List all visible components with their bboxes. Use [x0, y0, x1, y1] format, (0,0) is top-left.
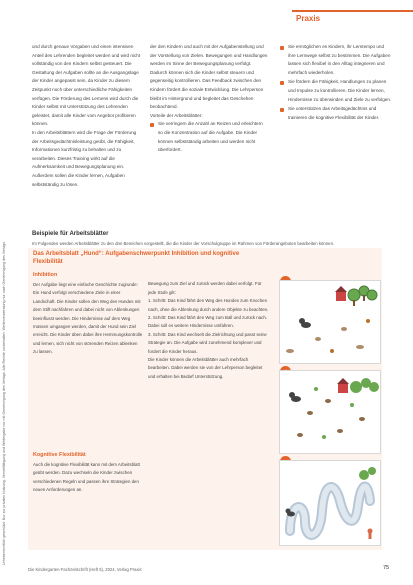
section-label: Praxis: [296, 14, 321, 23]
examples-title: Beispiele für Arbeitsblätter: [32, 231, 109, 237]
bullet-icon: [150, 123, 154, 127]
text-column-3: [280, 43, 392, 228]
worksheet-image-1c: [279, 460, 381, 546]
dog-obstacles-illustration: [280, 371, 380, 453]
copyright-side-strip: [0, 0, 12, 585]
bullet-icon: [280, 46, 284, 50]
list-item: Sie ermöglichen es Kindern, ihr Lerntempo und ihre Lernwege selbst zu bestimmen. Die Aufgaben lassen sich flexibel in den Alltag integrieren und mehrfach wiederholen.: [280, 43, 392, 77]
bullet-icon: [280, 108, 284, 112]
box-title: Das Arbeitsblatt „Hund“: Aufgabenschwerpunkt Inhibition und kognitive Flexibilität: [33, 251, 240, 265]
paragraph: In den Arbeitsblättern wird die Frage der Förderung der Arbeitsgedächtnisleistung geübt, die Fähigkeit, Informationen kurzfristig zu behalten und zu verarbeiten. Dieses Training wirkt auf die Aufmerksamkeit und Bewegungsplanung ein. Außerdem sollen die Kinder lernen, Aufgaben selbstständig zu lösen.: [32, 129, 137, 187]
bullet-icon: [280, 81, 284, 85]
copyright-note: Urheberrechtlich geschützt. Nur zur privaten Nutzung. Vervielfältigung und Weitergabe nur mit Genehmigung des Verlags. Alle Rechte vorbehalten. Weiterverwendung nur nach Genehmigung des Verlags.: [2, 241, 6, 565]
list-item: Sie verringern die Anzahl an Reizen und erleichtern so die Konzentration auf die Aufgabe. Die Kinder können selbstständig arbeiten und werden nicht überfordert.: [150, 120, 268, 154]
page-footer: Die Kindergarten-Fachzeitschrift (Heft 5), 2024, Verlag Praxis: [28, 567, 142, 572]
section-rubric: [292, 10, 413, 28]
flexibility-text: Auch die kognitive Flexibilität kann mit dem Arbeitsblatt geübt werden. Dazu wechseln die Kinder zwischen verschiedenen Regeln und passen ihre Strategien den neuen Anforderungen an.: [33, 462, 140, 493]
list-item: Sie unterstützen das Arbeitsgedächtnis und trainieren die kognitive Flexibilität der Kinder.: [280, 105, 392, 122]
worksheet-image-1a: [279, 280, 381, 364]
list-item: Sie fördern die Fähigkeit, Handlungen zu planen und Impulse zu kontrollieren. Die Kinder lernen, Hindernisse zu überwinden und Ziele zu verfolgen.: [280, 78, 392, 104]
bullet-list: [280, 43, 392, 122]
paragraph: der den Kindern und auch mit der Aufgabenstellung und der Vorstellung von Zielen. Bewegungen und Handlungen werden im Sinne der Bewegungsplanung verfolgt. Dadurch können sich die Kinder selbst steuern und gegenseitig kontrollieren. Das Feedback zwischen den Kindern fördert die soziale Entwicklung. Die Lehrperson bleibt im Hintergrund und begleitet das Geschehen beobachtend.: [150, 44, 268, 110]
box-middle-text: Bewegung zum Ziel und zurück werden dabei verfolgt. Für jede Stufe gilt: 1. Schritt: Das Kind fährt den Weg des Hundes zum Knochen nach, ohne die Ablenkung durch andere Objekte zu beachten. 2. Schritt: Das Kind fährt den Weg zum Ball und zurück nach. Dabei soll es weitere Hindernisse umfahren. 3. Schritt: Das Kind wechselt die Zielrichtung und passt seine Strategie an. Die Aufgabe wird zunehmend komplexer und fordert die Kinder heraus. Die Kinder können die Arbeitsblätter auch mehrfach bearbeiten. Dabei werden sie von der Lehrperson begleitet und erhalten bei Bedarf Unterstützung.: [148, 281, 269, 379]
text-column-1: [32, 43, 144, 228]
list-intro: Vorteile der Arbeitsblätter:: [150, 112, 203, 118]
flexibility-heading: Kognitive Flexibilität: [33, 452, 86, 458]
winding-path-illustration: [280, 461, 380, 545]
rubric-line: [292, 10, 413, 12]
inhibition-text: Der Aufgabe liegt eine einfache Geschichte zugrunde: Ein Hund verfolgt verschiedene Ziele in einer Landschaft. Die Kinder sollen den Weg des Hundes mit dem Stift nachfahren und dabei nicht von Ablenkungen beeinflusst werden. Die Hindernisse auf dem Weg müssen umgangen werden, damit der Hund sein Ziel erreicht. Die Kinder üben dabei ihre Hemmungskontrolle und lernen, sich nicht von störenden Reizen ablenken zu lassen.: [33, 282, 143, 355]
text-column-2: [150, 43, 268, 228]
bullet-list: [150, 120, 268, 154]
paragraph: und durch genaue Vorgaben und einen intensiven Anteil des Lehrenden begleitet werden und wird nicht vollständig von den Kindern selbst gesteuert. Die Gestaltung der Aufgaben sollte an die Ausgangslage der Kinder angepasst sein, da Kinder zu diesem Zeitpunkt noch über unterschiedliche Fähigkeiten verfügen. Die Förderung des Lernens wird durch die Kinder selbst mit Unterstützung des Lehrenden geleistet, damit alle Kinder vom Angebot profitieren können.: [32, 44, 141, 127]
examples-intro: Im Folgenden werden Arbeitsblätter zu den drei Bereichen vorgestellt, die die Kinder der Vorschulgruppe im Rahmen von Förderangeboten bearbeiten können.: [32, 241, 335, 246]
worksheet-image-1b: [279, 370, 381, 454]
page-number: 75: [383, 565, 390, 571]
dog-maze-illustration: [280, 281, 380, 363]
inhibition-heading: Inhibition: [33, 272, 58, 278]
